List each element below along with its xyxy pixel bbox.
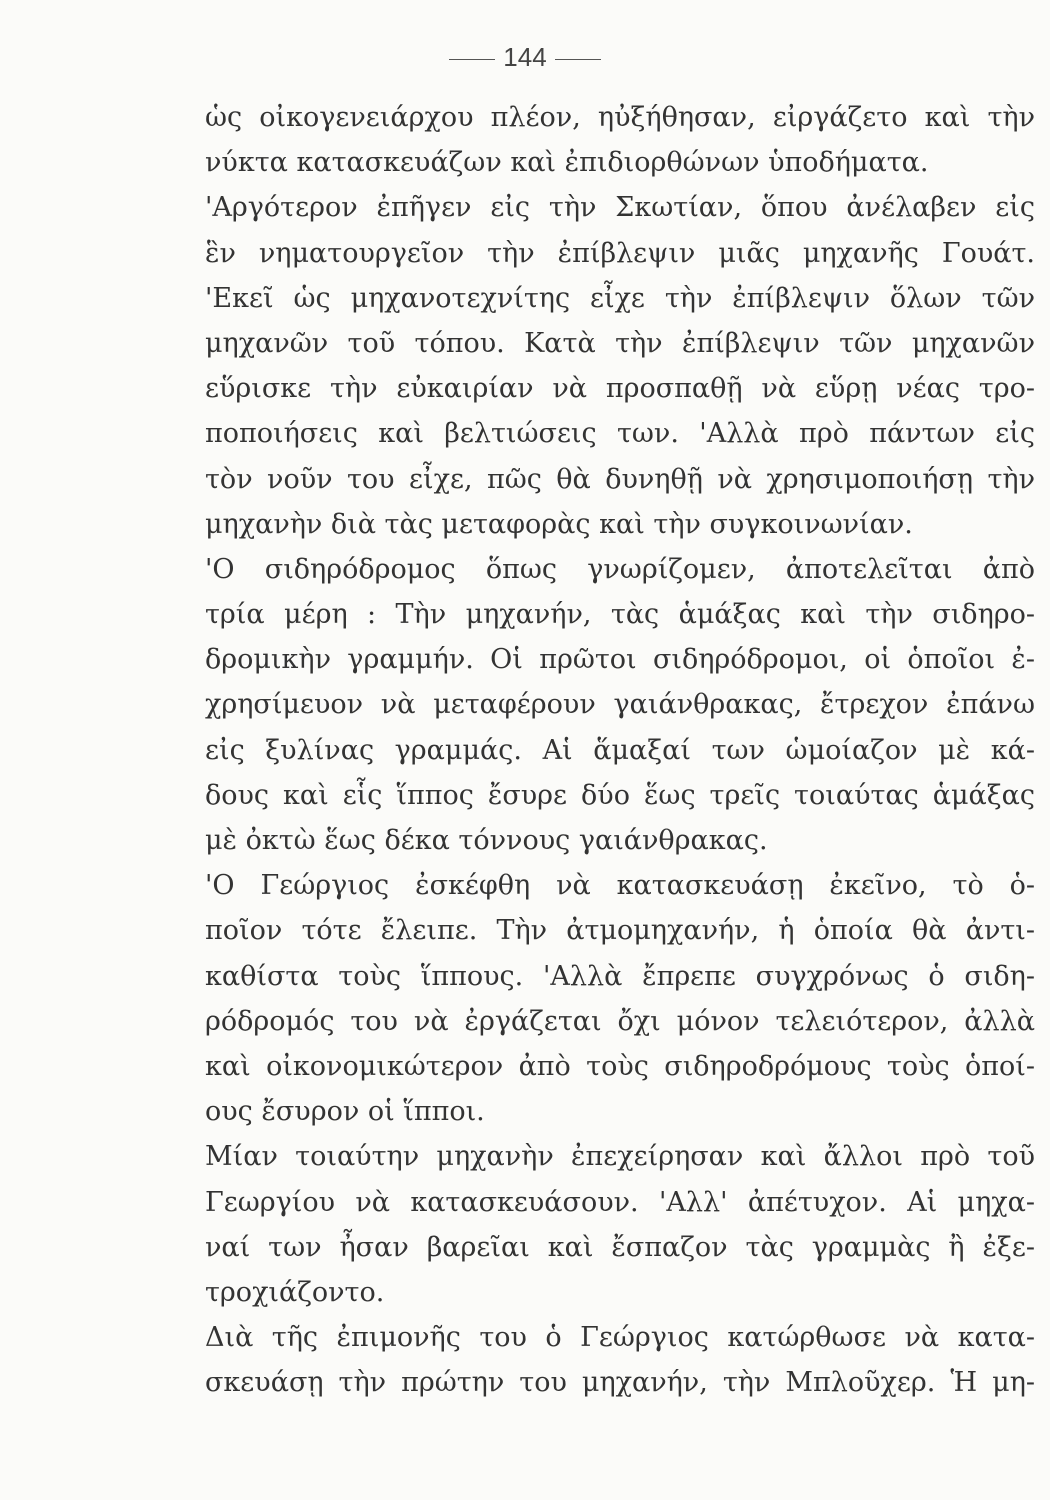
text-line: δρομικὴν γραμμήν. Οἱ πρῶτοι σιδηρόδρομοι, οἱ ὁποῖοι ἐ- [205,644,1035,676]
text-line: μηχανῶν τοῦ τόπου. Κατὰ τὴν ἐπίβλεψιν τῶν μηχανῶν [205,327,1035,359]
text-line: τρία μέρη : Τὴν μηχανήν, τὰς ἁμάξας καὶ τὴν σιδηρο- [205,599,1035,631]
page-number: 144 [503,42,547,72]
text-line: δους καὶ εἷς ἵππος ἔσυρε δύο ἕως τρεῖς τοιαύτας ἁμάξας [205,779,1035,811]
paragraph [205,1315,1035,1405]
text-line: νύκτα κατασκευάζων καὶ ἐπιδιορθώνων ὑποδήματα. [205,147,929,179]
text-line: 'Αργότερον ἐπῆγεν εἰς τὴν Σκωτίαν, ὅπου ἀνέλαβεν εἰς [205,192,1035,224]
left-rule [449,59,495,60]
text-line: Γεωργίου νὰ κατασκευάσουν. 'Αλλ' ἀπέτυχον. Αἱ μηχα- [205,1186,1035,1218]
text-line: ἓν νηματουργεῖον τὴν ἐπίβλεψιν μιᾶς μηχανῆς Γουάτ. [205,237,1035,269]
text-line: χρησίμευον νὰ μεταφέρουν γαιάνθρακας, ἔτρεχον ἐπάνω [205,689,1035,721]
text-line: ποῖον τότε ἔλειπε. Τὴν ἀτμομηχανήν, ἡ ὁποία θὰ ἀντι- [205,915,1035,947]
text-line: Μίαν τοιαύτην μηχανὴν ἐπεχείρησαν καὶ ἄλλοι πρὸ τοῦ [205,1141,1035,1173]
text-line: 'Ο σιδηρόδρομος ὅπως γνωρίζομεν, ἀποτελεῖται ἀπὸ [205,553,1035,585]
body-text [205,95,1035,1405]
text-line: σκευάσῃ τὴν πρώτην του μηχανήν, τὴν Μπλοῦχερ. Ἡ μη- [205,1367,1035,1399]
paragraph [205,1134,1035,1315]
text-line: εἰς ξυλίνας γραμμάς. Αἱ ἅμαξαί των ὡμοίαζον μὲ κά- [205,734,1035,766]
paragraph [205,185,1035,547]
paragraph [205,863,1035,1134]
page-number-header [0,42,1050,73]
text-line: 'Εκεῖ ὡς μηχανοτεχνίτης εἶχε τὴν ἐπίβλεψιν ὅλων τῶν [205,282,1035,314]
text-line: 'Ο Γεώργιος ἐσκέφθη νὰ κατασκευάσῃ ἐκεῖνο, τὸ ὁ- [205,870,1035,902]
text-line: ρόδρομός του νὰ ἐργάζεται ὄχι μόνον τελειότερον, ἀλλὰ [205,1005,1035,1037]
text-line: τὸν νοῦν του εἶχε, πῶς θὰ δυνηθῇ νὰ χρησιμοποιήσῃ τὴν [205,463,1035,495]
text-line: ποποιήσεις καὶ βελτιώσεις των. 'Αλλὰ πρὸ πάντων εἰς [205,418,1035,450]
text-line: μὲ ὀκτὼ ἕως δέκα τόννους γαιάνθρακας. [205,825,768,856]
text-line: τροχιάζοντο. [205,1276,385,1308]
text-line: καθίστα τοὺς ἵππους. 'Αλλὰ ἔπρεπε συγχρόνως ὁ σιδη- [205,960,1035,992]
right-rule [555,59,601,60]
text-line: καὶ οἰκονομικώτερον ἀπὸ τοὺς σιδηροδρόμους τοὺς ὁποί- [205,1050,1035,1082]
paragraph [205,547,1035,863]
text-line: ναί των ἦσαν βαρεῖαι καὶ ἔσπαζον τὰς γραμμὰς ἢ ἐξε- [205,1231,1035,1263]
text-line: ους ἔσυρον οἱ ἵπποι. [205,1096,485,1128]
text-line: εὕρισκε τὴν εὐκαιρίαν νὰ προσπαθῇ νὰ εὕρῃ νέας τρο- [205,373,1035,405]
text-line: Διὰ τῆς ἐπιμονῆς του ὁ Γεώργιος κατώρθωσε νὰ κατα- [205,1322,1035,1354]
text-line: μηχανὴν διὰ τὰς μεταφορὰς καὶ τὴν συγκοινωνίαν. [205,508,913,540]
paragraph [205,95,1035,185]
text-line: ὡς οἰκογενειάρχου πλέον, ηὐξήθησαν, εἰργάζετο καὶ τὴν [205,102,1035,133]
